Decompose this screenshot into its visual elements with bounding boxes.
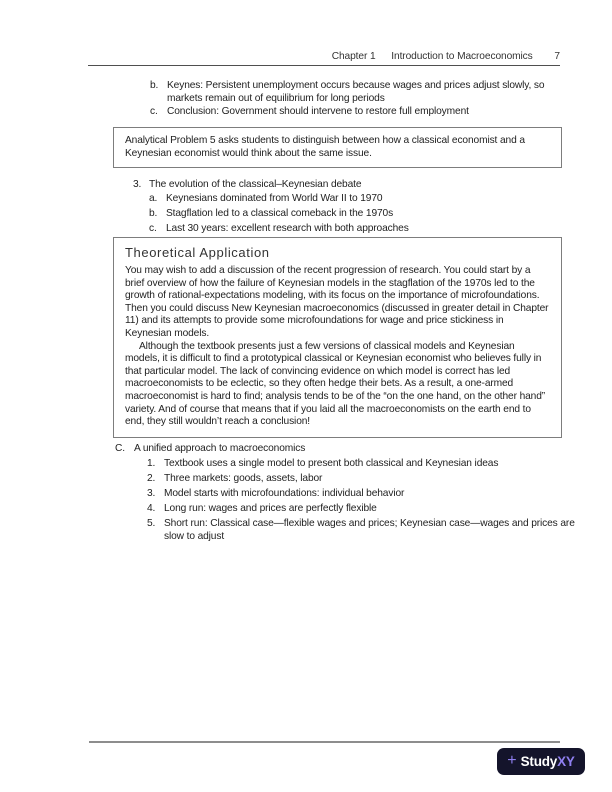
footer-rule <box>89 741 560 743</box>
list-item <box>147 487 576 500</box>
brand-name-secondary: XY <box>557 754 575 769</box>
list-item <box>133 178 569 191</box>
list-item-text: A unified approach to macroeconomics <box>134 443 306 454</box>
header-title: Introduction to Macroeconomics <box>391 51 533 62</box>
list-item <box>149 222 572 235</box>
list-item-text: Textbook uses a single model to present both classical and Keynesian ideas <box>164 458 499 469</box>
list-item <box>147 472 576 485</box>
list-item-text: Keynesians dominated from World War II to 1970 <box>166 193 383 204</box>
list-item <box>149 192 572 205</box>
list-item-marker: 4. <box>147 503 156 514</box>
plus-icon: + <box>507 751 517 769</box>
page-header <box>88 51 560 62</box>
list-item-marker: 3. <box>133 179 142 190</box>
list-item-text: Model starts with microfoundations: individual behavior <box>164 488 405 499</box>
list-item-marker: C. <box>115 443 125 454</box>
analytical-problem-text: Analytical Problem 5 asks students to distinguish between how a classical economist and a Keynesian economist would think about the same issue. <box>125 135 525 159</box>
list-item-text: Conclusion: Government should intervene to restore full employment <box>167 106 469 117</box>
list-item-text: Long run: wages and prices are perfectly flexible <box>164 503 377 514</box>
list-item-text: Three markets: goods, assets, labor <box>164 473 323 484</box>
theoretical-application-paragraph: You may wish to add a discussion of the recent progression of research. You could start by a brief overview of how the failure of Keynesian models in the stagflation of the 1970s led to the growth of rational-expectations modeling, with its focus on the importance of microfoundations. Then you could discuss New Keynesian macroeconomics (discussed in greater detail in Chapter 11) and its attempts to provide some microfoundations for wage and price stickiness in Keynesian models. <box>125 265 549 339</box>
list-item-text: Last 30 years: excellent research with both approaches <box>166 223 409 234</box>
theoretical-application-heading: Theoretical Application <box>125 245 270 260</box>
list-item-marker: b. <box>150 80 159 91</box>
analytical-problem-box <box>113 127 562 168</box>
list-item-marker: b. <box>149 208 158 219</box>
theoretical-application-paragraph: Although the textbook presents just a few versions of classical models and Keynesian models, it is difficult to find a prototypical classical or Keynesian economist who believes fully in that particular model. The lack of convincing evidence on which model is correct has led macroeconomists to be eclectic, so they often hedge their bets. As a result, a one-armed macroeconomist is hard to find; analysis tends to be of the “on the one hand, on the other hand” variety. And of course that means that if you laid all the macroeconomists on the earth end to end, they still wouldn’t reach a conclusion! <box>125 340 546 428</box>
list-item-marker: c. <box>149 223 157 234</box>
list-item-marker: 3. <box>147 488 156 499</box>
brand-badge <box>497 748 585 775</box>
list-item-text: Keynes: Persistent unemployment occurs because wages and prices adjust slowly, so markets remain out of equilibrium for long periods <box>167 80 545 104</box>
list-item <box>150 105 573 118</box>
list-item <box>147 457 576 470</box>
list-item-marker: 5. <box>147 518 156 529</box>
header-chapter: Chapter 1 <box>331 51 376 62</box>
list-item <box>149 207 572 220</box>
list-item-marker: a. <box>149 193 158 204</box>
list-item-marker: 2. <box>147 473 156 484</box>
list-item-marker: c. <box>150 106 158 117</box>
list-item-text: Short run: Classical case—flexible wages and prices; Keynesian case—wages and prices are slow to adjust <box>164 518 575 542</box>
list-item-text: The evolution of the classical–Keynesian debate <box>149 179 362 190</box>
list-item <box>147 502 576 515</box>
list-item-marker: 1. <box>147 458 156 469</box>
list-item <box>115 442 566 455</box>
header-page-number: 7 <box>554 51 560 62</box>
list-item-text: Stagflation led to a classical comeback in the 1970s <box>166 208 394 219</box>
list-item <box>147 517 576 543</box>
list-item <box>150 79 573 105</box>
brand-name-primary: Study <box>520 754 558 769</box>
header-rule <box>88 65 560 66</box>
theoretical-application-box <box>113 237 562 438</box>
